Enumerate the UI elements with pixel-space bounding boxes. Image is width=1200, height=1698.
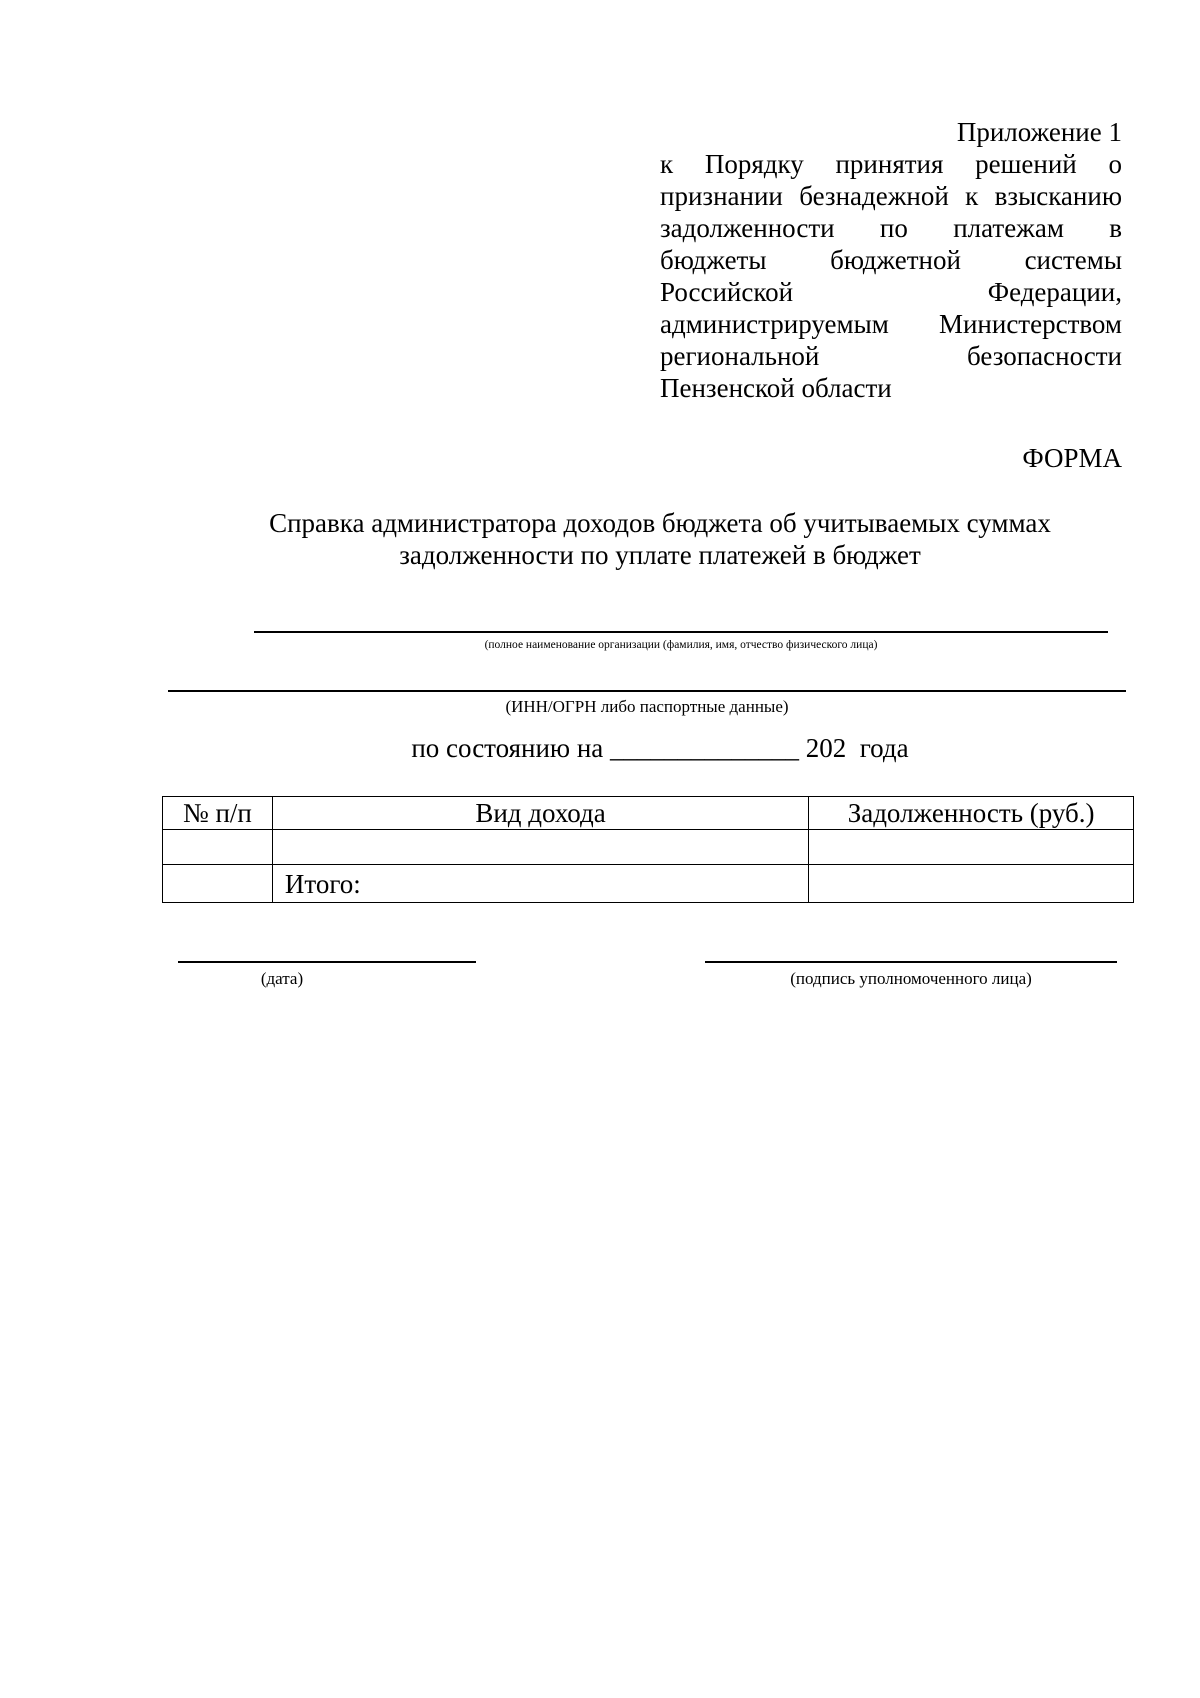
appendix-line: признании безнадежной к взысканию — [660, 181, 1122, 211]
date-line[interactable] — [178, 961, 476, 963]
appendix-line: администрируемым Министерством — [660, 309, 1122, 339]
as-of-date-line: по состоянию на ______________ 202 года — [411, 733, 909, 763]
date-caption: (дата) — [260, 969, 304, 988]
form-label: ФОРМА — [1022, 443, 1122, 473]
header-income-type: Вид дохода — [272, 797, 808, 830]
cell-number[interactable] — [163, 830, 273, 865]
document-title-line: Справка администратора доходов бюджета об учитываемых суммах — [269, 508, 1051, 538]
inn-caption: (ИНН/ОГРН либо паспортные данные) — [505, 697, 789, 716]
total-label: Итого: — [272, 865, 808, 903]
inn-ogrn-line[interactable] — [168, 690, 1126, 692]
table-row — [163, 830, 1134, 865]
total-amount-cell[interactable] — [809, 865, 1134, 903]
signature-caption: (подпись уполномоченного лица) — [790, 969, 1032, 988]
appendix-line: задолженности по платежам в — [660, 213, 1122, 243]
appendix-line: бюджеты бюджетной системы — [660, 245, 1122, 275]
document-title — [160, 507, 1160, 571]
table-header-row — [163, 797, 1134, 830]
table-total-row — [163, 865, 1134, 903]
organization-caption: (полное наименование организации (фамилия, имя, отчество физического лица) — [484, 639, 878, 651]
appendix-line: Пензенской области — [660, 373, 892, 403]
appendix-line: к Порядку принятия решений о — [660, 149, 1122, 179]
appendix-title: Приложение 1 — [956, 117, 1122, 147]
cell-debt-amount[interactable] — [809, 830, 1134, 865]
header-number: № п/п — [163, 797, 273, 830]
document-title-line: задолженности по уплате платежей в бюджет — [399, 540, 921, 570]
organization-name-line[interactable] — [254, 631, 1108, 633]
cell-number — [163, 865, 273, 903]
appendix-line: Российской Федерации, — [660, 277, 1122, 307]
signature-line[interactable] — [705, 961, 1117, 963]
header-debt-amount: Задолженность (руб.) — [809, 797, 1134, 830]
cell-income-type[interactable] — [272, 830, 808, 865]
appendix-line: региональной безопасности — [660, 341, 1122, 371]
debt-table — [162, 796, 1134, 903]
